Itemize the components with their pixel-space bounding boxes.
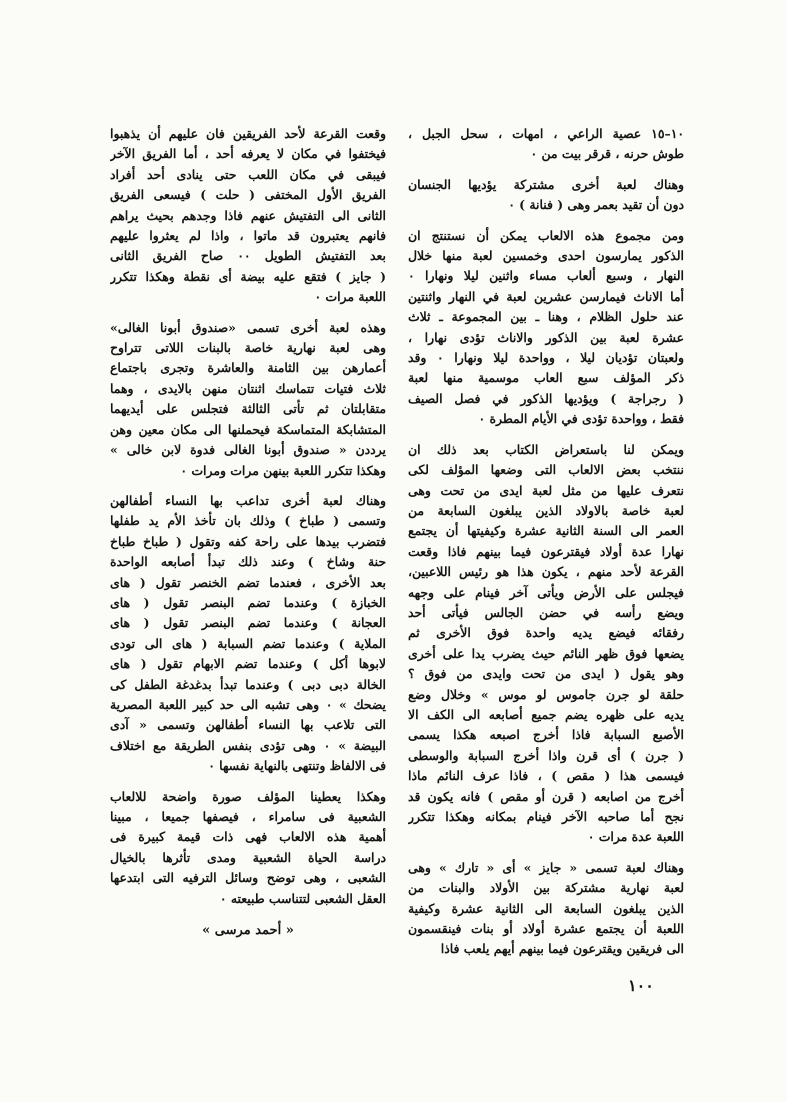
text-line: الشعبى ، وهى توضح وسائل الترفيه التى ابتدعها (110, 870, 386, 886)
text-line: ومن مجموع هذه الالعاب يمكن أن نستنتج ان (408, 227, 684, 243)
text-line: الخبازة ) وعندما تضم البنصر تقول ( هاى (110, 594, 386, 610)
right-text-column (408, 124, 684, 960)
text-line: لعبة نهارية مشتركة بين الأولاد والبنات من (408, 880, 684, 896)
text-line: حلقة لو جرن جاموس لو موس » وخلال وضع (408, 686, 684, 702)
text-line: ولعبتان تؤديان ليلا ، وواحدة ليلا ونهارا ٠ وقد (408, 350, 684, 366)
text-line: العمر الى السنة الثانية عشرة وكيفيتها أن يجتمع (408, 523, 684, 539)
text-line: وهناك لعبة أخرى تداعب بها النساء أطفالهن (110, 492, 386, 508)
paragraph-gap (110, 481, 386, 491)
text-line: طوش حرنه ، قرقر بيت من ٠ (530, 146, 684, 162)
text-line: متقابلتان ثم تأتى الثالثة فتجلس على أيديهما (110, 401, 386, 417)
text-line: اللعبة أن يجتمع عشرة أولاد أو بنات فينقسمون (408, 921, 684, 937)
text-line: أما الاناث فيمارسن عشرين لعبة في النهار واثنتين (408, 288, 684, 304)
text-line: ( رجراجة ) ويؤديها الذكور في فصل الصيف (408, 390, 684, 406)
paragraph (408, 440, 684, 848)
text-line: وقعت القرعة لأحد الفريقين فان عليهم أن يذهبوا (110, 126, 386, 141)
text-line: فيبقى في مكان اللعب حتى ينادى أحد أفراد (110, 166, 386, 182)
text-line: عند حلول الظلام ، وهنا ـ بين المجموعة ـ ثلاث (408, 309, 684, 325)
text-line: وهكذا يعطينا المؤلف صورة واضحة للالعاب (110, 788, 386, 804)
paragraph (408, 175, 684, 216)
text-line: دون أن تقيد بعمر وهى ( فنانة ) ٠ (508, 197, 684, 213)
text-line: ( جايز ) فتقع عليه بيضة أى نقطة وهكذا تتكرر (110, 268, 386, 284)
text-line: ويضع رأسه في حضن الجالس فيأتى أحد (408, 604, 684, 620)
text-line: الذين يبلغون السابعة الى الثانية عشرة وكيفية (408, 900, 684, 916)
text-line: فتضرب بيدها على راحة كفه وتقول ( طباخ طباخ (110, 533, 386, 549)
text-line: وهى لعبة نهارية خاصة بالبنات اللاتى تتراوح (110, 340, 386, 356)
text-line: ( جرن ) أى قرن واذا أخرج السبابة والوسطى (408, 747, 684, 763)
text-line: الأصبع السبابة فاذا أخرج اصبعه هكذا يسمى (408, 727, 684, 743)
text-line: العقل الشعبى لتتناسب طبيعته ٠ (219, 890, 386, 906)
text-line: النهار ، وسبع ألعاب مساء واثنين ليلا ونهارا ٠ (408, 268, 684, 284)
paragraph (110, 787, 386, 909)
text-line: نجح أما صاحبه الآخر فينام بمكانه وهكذا تتكرر (408, 809, 684, 824)
text-line: حنة وشاخ ) وعند ذلك تبدأ أصابعه الواحدة (110, 554, 386, 570)
text-line: اللعبة عدة مرات ٠ (587, 829, 684, 845)
paragraph-gap (408, 430, 684, 440)
text-line: فقط ، وواحدة تؤدى في الأيام المطرة ٠ (478, 411, 684, 427)
text-line: أهمية هذه الالعاب فهى ذات قيمة كبيرة فى (110, 829, 386, 845)
text-line: يضعها فوق ظهر النائم حيث يضرب يدا على أخرى (408, 645, 684, 661)
text-line: ذكر المؤلف سبع العاب موسمية منها لعبة (408, 370, 684, 386)
paragraph (408, 858, 684, 960)
text-line: لعبة خاصة بالاولاد الذين يبلغون السابعة من (408, 502, 684, 518)
text-line: ننتخب بعض الالعاب التى وضعها المؤلف لكى (408, 462, 684, 478)
paragraph (408, 124, 684, 165)
text-line: لابوها أكل ) وعندما تضم الابهام تقول ( هاى (110, 656, 386, 672)
text-line: الخالة دبى دبى ) وعندما تبدأ بدغدغة الطفل كى (110, 676, 386, 692)
text-line: ويمكن لنا باستعراض الكتاب بعد ذلك ان (408, 441, 684, 457)
text-line: يرددن « صندوق أبونا الغالى فدوة لابن خالى » (110, 442, 386, 458)
text-line: فيختفوا في مكان لا يعرفه أحد ، أما الفريق الآخر (110, 146, 386, 162)
author-signature: « أحمد مرسى » (202, 923, 294, 939)
text-line: التى تلاعب بها النساء أطفالهن وتسمى « آدى (110, 717, 386, 733)
text-line: فى الالفاظ وتنتهى بالنهاية نفسها ٠ (208, 758, 386, 774)
text-line: وهو يقول ( ايدى من تحت وايدى من فوق ؟ (408, 666, 684, 682)
text-line: دراسة الحياة الشعبية ومدى تأثرها بالخيال (110, 849, 386, 865)
text-line: يديه على ظهره يضم جميع أصابعه الى الكف الا (408, 706, 684, 722)
page-number: ١٠٠ (628, 976, 654, 995)
paragraph-gap (408, 216, 684, 226)
paragraph (110, 491, 386, 777)
text-line: العجانة ) وعندما تضم البنصر تقول ( هاى (110, 615, 386, 631)
text-line: فانهم يعتبرون قد ماتوا ، واذا لم يعثروا عليهم (110, 228, 386, 244)
text-line: بعد التفتيش الطويل ٠٠ صاح الفريق الثانى (110, 248, 386, 264)
text-line: نهارا عدة أولاد فيقترعون فيما بينهم فاذا وقعت (408, 543, 684, 559)
text-line: المتشابكة المتماسكة فيحملنها الى مكان معين وهن (110, 421, 386, 437)
left-text-column (110, 124, 386, 941)
text-line: اللعبة مرات ٠ (314, 289, 386, 305)
text-line: الملاية ) وعندما تضم السبابة ( هاى الى تودى (110, 635, 386, 651)
text-line: نتعرف عليها من مثل لعبة ايدى من تحت وهى (408, 482, 684, 498)
text-line: الشعبية فى سامراء ، فيصفها جميعا ، مبينا (110, 809, 386, 824)
text-line: ١٠–١٥ عصية الراعي ، امهات ، سحل الجبل ، (408, 126, 684, 141)
text-line: يضحك » ٠ وهى تشبه الى حد كبير اللعبة المصرية (110, 696, 386, 712)
text-line: أعمارهن بين الثامنة والعاشرة وتجرى باجتماع (110, 360, 386, 376)
text-line: القرعة لأحد منهم ، يكون هذا هو رئيس اللاعبين، (408, 564, 684, 580)
text-line: وهناك لعبة تسمى « جايز » أى « تارك » وهى (408, 859, 684, 875)
text-line: وهذه لعبة أخرى تسمى «صندوق أبونا الغالى» (110, 319, 386, 335)
text-line: الفريق الأول المختفى ( حلت ) فيسعى الفريق (110, 187, 386, 203)
paragraph (408, 226, 684, 430)
text-line: فيجلس على الأرض ويأتى آخر فينام على وجهه (408, 584, 684, 600)
text-line: الثانى الى التفتيش عنهم فاذا وجدهم بحيث يراهم (110, 207, 386, 223)
text-line: رفقائه فيضع يديه واحدة فوق الأخرى ثم (408, 625, 684, 641)
paragraph-gap (408, 165, 684, 175)
paragraph-gap (408, 848, 684, 858)
paragraph-gap (110, 777, 386, 787)
text-line: الى فريقين ويقترعون فيما بينهم أيهم يلعب فاذا (440, 941, 684, 957)
text-line: عشرة لعبة بين الذكور والاناث تؤدى نهارا ، (408, 329, 684, 345)
text-line: بعد الأخرى ، فعندما تضم الخنصر تقول ( هاى (110, 574, 386, 590)
paragraph (110, 318, 386, 481)
text-line: وهكذا تتكرر اللعبة بينهن مرات ومرات ٠ (180, 462, 386, 478)
text-line: ثلاث فتيات تتماسك اثنتان منهن بالايدى ، وهما (110, 380, 386, 396)
text-line: البيضة » ٠ وهى تؤدى بنفس الطريقة مع اختلاف (110, 737, 386, 753)
text-line: الذكور يمارسون احدى وخمسين لعبة منها خلال (408, 248, 684, 264)
paragraph-gap (110, 308, 386, 318)
text-line: أخرج من اصابعه ( قرن أو مقص ) فانه يكون قد (408, 788, 684, 804)
paragraph (110, 124, 386, 308)
text-line: فيسمى هذا ( مقص ) ، فاذا عرف النائم ماذا (408, 768, 684, 784)
text-line: وهناك لعبة أخرى مشتركة يؤديها الجنسان (408, 176, 684, 192)
text-line: وتسمى ( طباخ ) وذلك بان تأخذ الأم يد طفلها (110, 513, 386, 529)
